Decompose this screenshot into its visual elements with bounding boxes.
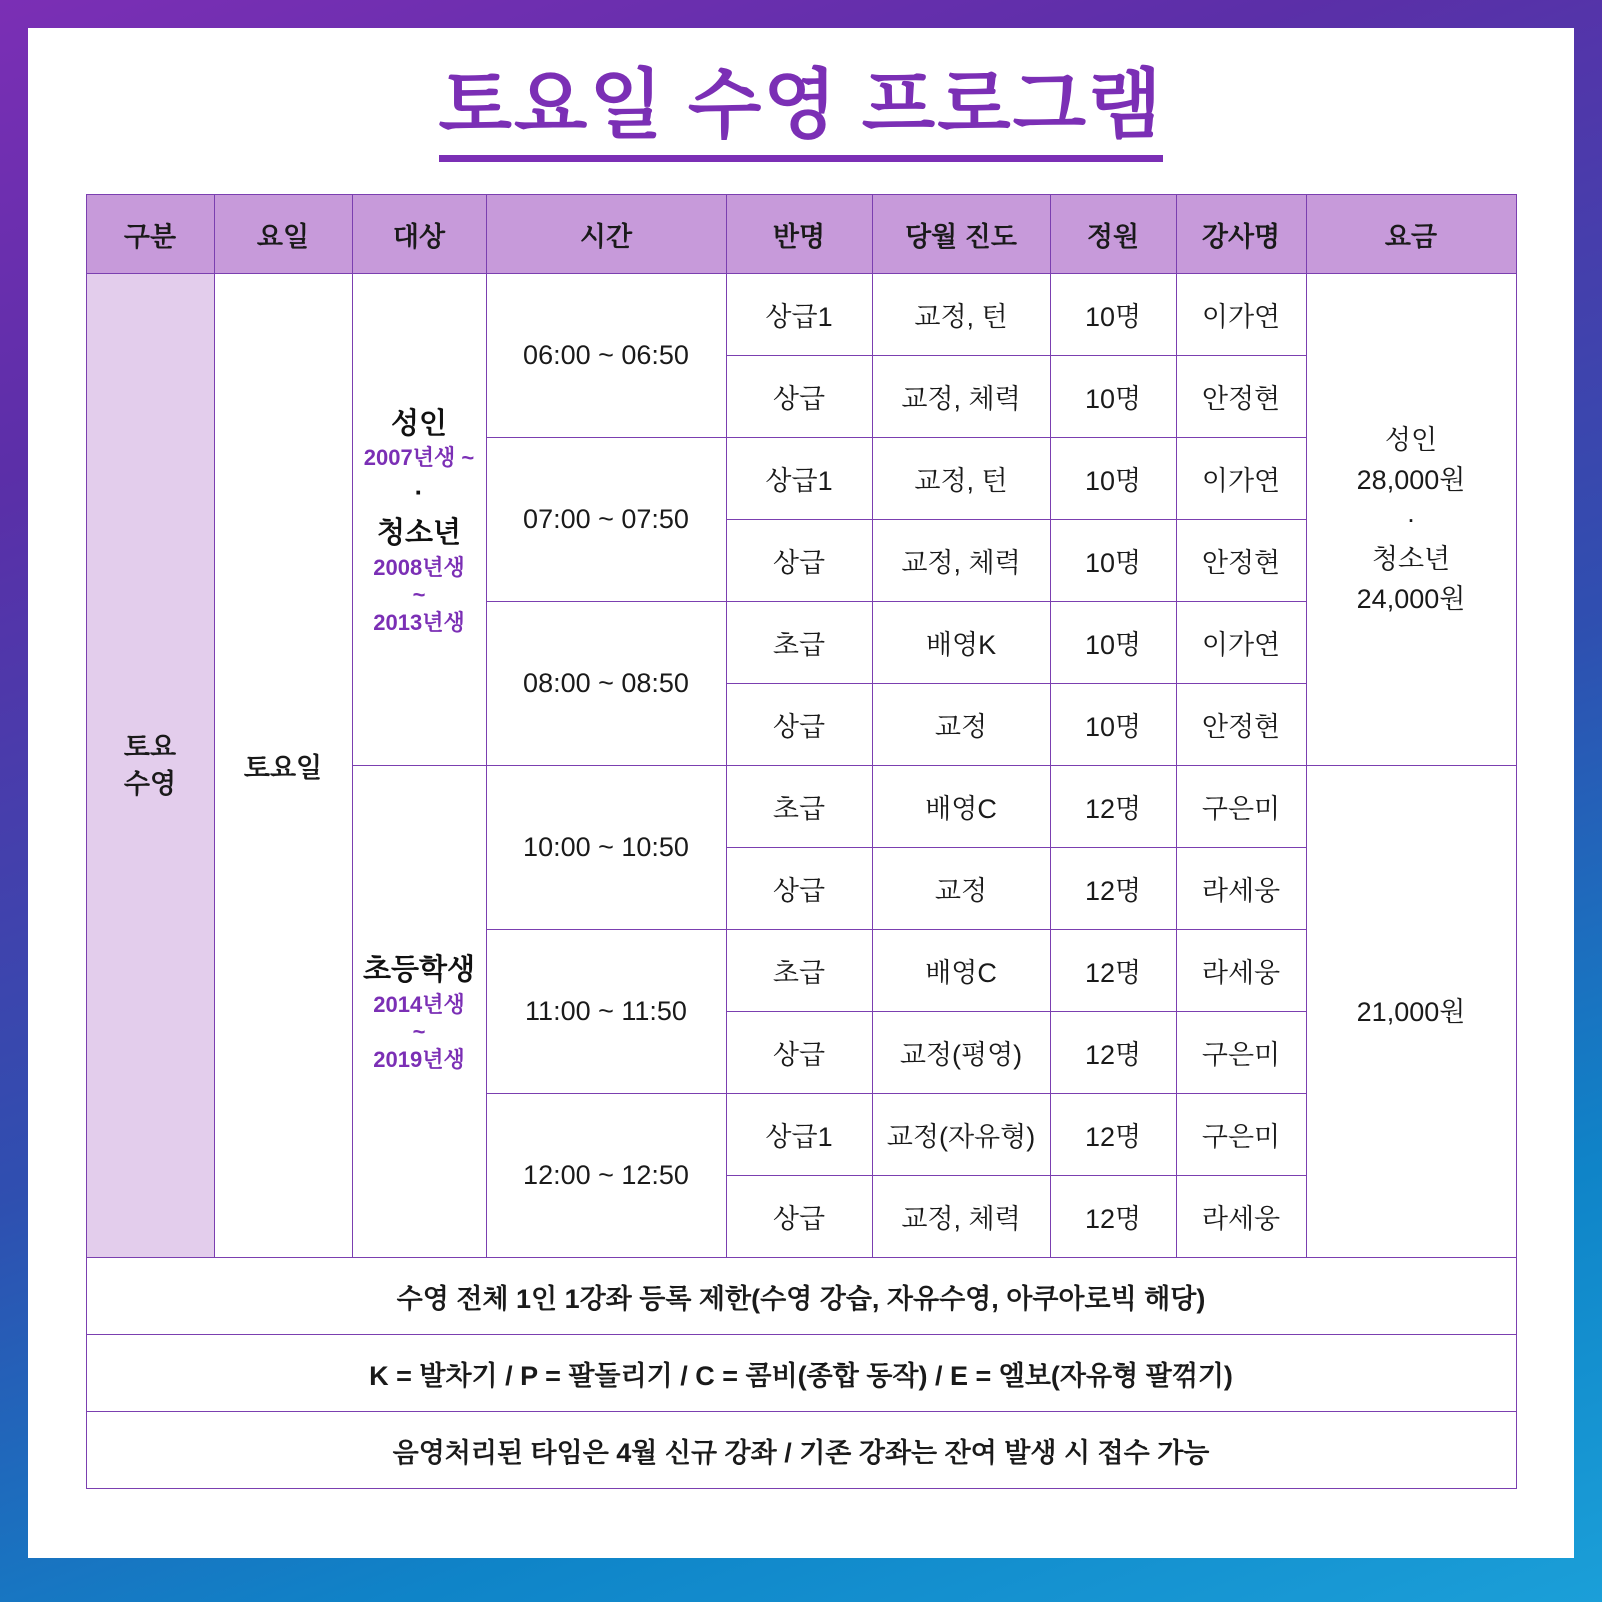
cell-capacity: 10명	[1050, 520, 1176, 602]
target-youth-years-2: 2013년생	[373, 609, 465, 635]
header-yoil: 요일	[214, 195, 352, 274]
header-gangsa: 강사명	[1176, 195, 1306, 274]
cell-capacity: 10명	[1050, 602, 1176, 684]
note-row-legend	[86, 1335, 1516, 1412]
cell-capacity: 12명	[1050, 1094, 1176, 1176]
cell-fee-elementary: 21,000원	[1306, 766, 1516, 1258]
cell-progress: 교정, 턴	[872, 274, 1050, 356]
table-header-row	[86, 195, 1516, 274]
target-elementary-years-1: 2014년생	[373, 991, 465, 1017]
cell-class: 상급	[726, 520, 872, 602]
target-youth-years-tilde: ~	[412, 582, 426, 608]
cell-class: 상급1	[726, 274, 872, 356]
cell-class: 상급	[726, 684, 872, 766]
cell-capacity: 10명	[1050, 274, 1176, 356]
cell-capacity: 12명	[1050, 766, 1176, 848]
schedule-table	[86, 194, 1517, 1489]
cell-instructor: 이가연	[1176, 602, 1306, 684]
note-row-shaded	[86, 1412, 1516, 1489]
fee-adult-price: 28,000원	[1356, 465, 1466, 496]
header-jeongwon: 정원	[1050, 195, 1176, 274]
cell-yoil: 토요일	[214, 274, 352, 1258]
cell-capacity: 10명	[1050, 684, 1176, 766]
cell-progress: 배영K	[872, 602, 1050, 684]
title-area	[28, 28, 1574, 162]
target-elementary-years-2: 2019년생	[373, 1046, 465, 1072]
cell-target-adult	[352, 274, 486, 766]
note-shaded-times: 음영처리된 타임은 4월 신규 강좌 / 기존 강좌는 잔여 발생 시 접수 가능	[86, 1412, 1516, 1489]
cell-progress: 교정	[872, 684, 1050, 766]
header-daesang: 대상	[352, 195, 486, 274]
cell-class: 상급	[726, 848, 872, 930]
gubun-line1: 토요	[123, 732, 177, 763]
cell-instructor: 안정현	[1176, 684, 1306, 766]
target-elementary-years-tilde: ~	[412, 1019, 426, 1045]
cell-progress: 교정, 턴	[872, 438, 1050, 520]
cell-time-1000: 10:00 ~ 10:50	[486, 766, 726, 930]
cell-instructor: 구은미	[1176, 1094, 1306, 1176]
cell-instructor: 구은미	[1176, 1012, 1306, 1094]
fee-separator: ·	[1406, 503, 1416, 534]
poster-page	[28, 28, 1574, 1558]
cell-capacity: 10명	[1050, 356, 1176, 438]
fee-adult-label: 성인	[1384, 424, 1438, 455]
cell-instructor: 라세웅	[1176, 1176, 1306, 1258]
cell-gubun	[86, 274, 214, 1258]
cell-class: 초급	[726, 930, 872, 1012]
note-registration-limit: 수영 전체 1인 1강좌 등록 제한(수영 강습, 자유수영, 아쿠아로빅 해당)	[86, 1258, 1516, 1335]
note-row-registration	[86, 1258, 1516, 1335]
cell-instructor: 안정현	[1176, 520, 1306, 602]
cell-progress: 교정(자유형)	[872, 1094, 1050, 1176]
fee-youth-price: 24,000원	[1356, 584, 1466, 615]
cell-instructor: 라세웅	[1176, 848, 1306, 930]
cell-instructor: 안정현	[1176, 356, 1306, 438]
cell-progress: 교정, 체력	[872, 1176, 1050, 1258]
cell-capacity: 12명	[1050, 848, 1176, 930]
table-row	[86, 274, 1516, 356]
cell-class: 초급	[726, 766, 872, 848]
target-youth-years-1: 2008년생	[373, 554, 465, 580]
cell-class: 상급	[726, 1012, 872, 1094]
cell-class: 상급	[726, 1176, 872, 1258]
gubun-line2: 수영	[123, 768, 177, 799]
cell-capacity: 12명	[1050, 1176, 1176, 1258]
cell-progress: 배영C	[872, 930, 1050, 1012]
cell-time-1200: 12:00 ~ 12:50	[486, 1094, 726, 1258]
cell-progress: 배영C	[872, 766, 1050, 848]
cell-capacity: 10명	[1050, 438, 1176, 520]
header-gubun: 구분	[86, 195, 214, 274]
target-separator: ·	[414, 476, 424, 507]
fee-youth-label: 청소년	[1371, 543, 1451, 574]
cell-class: 상급1	[726, 1094, 872, 1176]
cell-time-1100: 11:00 ~ 11:50	[486, 930, 726, 1094]
cell-progress: 교정(평영)	[872, 1012, 1050, 1094]
target-adult-label: 성인	[390, 407, 448, 440]
cell-target-elementary	[352, 766, 486, 1258]
cell-time-0600: 06:00 ~ 06:50	[486, 274, 726, 438]
target-adult-years: 2007년생 ~	[363, 445, 475, 471]
target-elementary-label: 초등학생	[362, 954, 476, 987]
cell-instructor: 구은미	[1176, 766, 1306, 848]
cell-capacity: 12명	[1050, 1012, 1176, 1094]
page-title: 토요일 수영 프로그램	[439, 62, 1164, 162]
target-youth-label: 청소년	[376, 517, 462, 550]
cell-class: 상급1	[726, 438, 872, 520]
cell-progress: 교정	[872, 848, 1050, 930]
header-yogeum: 요금	[1306, 195, 1516, 274]
cell-fee-adult-youth	[1306, 274, 1516, 766]
header-sigan: 시간	[486, 195, 726, 274]
cell-capacity: 12명	[1050, 930, 1176, 1012]
cell-class: 상급	[726, 356, 872, 438]
cell-time-0700: 07:00 ~ 07:50	[486, 438, 726, 602]
cell-progress: 교정, 체력	[872, 356, 1050, 438]
cell-instructor: 이가연	[1176, 438, 1306, 520]
note-abbreviation-legend: K = 발차기 / P = 팔돌리기 / C = 콤비(종합 동작) / E = 엘보(자유형 팔꺾기)	[86, 1335, 1516, 1412]
header-jindo: 당월 진도	[872, 195, 1050, 274]
cell-progress: 교정, 체력	[872, 520, 1050, 602]
header-banmyeong: 반명	[726, 195, 872, 274]
cell-class: 초급	[726, 602, 872, 684]
cell-instructor: 이가연	[1176, 274, 1306, 356]
cell-time-0800: 08:00 ~ 08:50	[486, 602, 726, 766]
cell-instructor: 라세웅	[1176, 930, 1306, 1012]
